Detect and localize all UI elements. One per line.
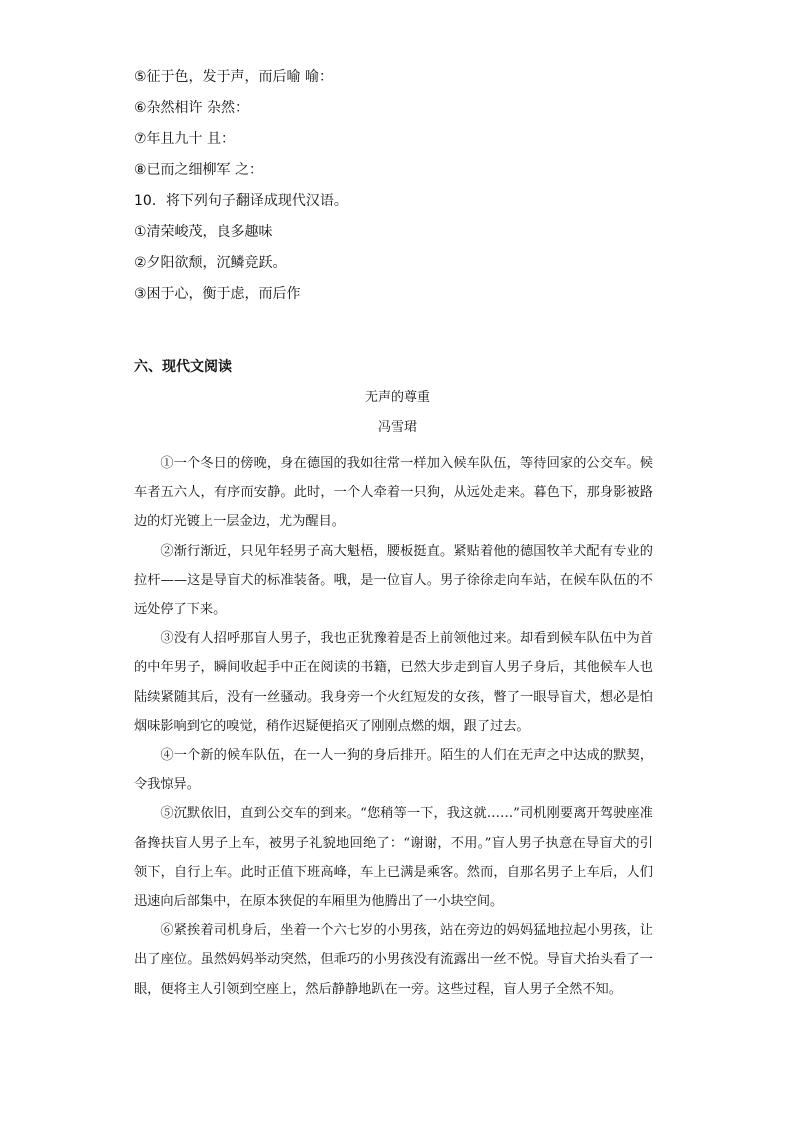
question-item: ⑥杂然相许 杂然：	[134, 100, 250, 116]
article-paragraph: ⑤沉默依旧，直到公交车的到来。“您稍等一下，我这就……”司机刚要离开驾驶座准备搀扶盲人男子上车，被男子礼貌地回绝了：“谢谢，不用。”盲人男子执意在导盲犬的引领下，自行上车。此时正值下班高峰，车上已满是乘客。然而，自那名男子上车后，人们迅速向后部集中，在原本狭促的车厢里为他腾出了一小块空间。	[134, 806, 653, 910]
article-paragraph: ③没有人招呼那盲人男子，我也正犹豫着是否上前领他过来。却看到候车队伍中为首的中年男子，瞬间收起手中正在阅读的书籍，已然大步走到盲人男子身后，其他候车人也陆续紧随其后，没有一丝骚动。我身旁一个火红短发的女孩，瞥了一眼导盲犬，想必是怕烟味影响到它的嗅觉，稍作迟疑便掐灭了刚刚点燃的烟，跟了过去。	[134, 631, 653, 734]
question-instruction: 10．将下列句子翻译成现代汉语。	[134, 193, 348, 209]
article-paragraph: ①一个冬日的傍晚，身在德国的我如往常一样加入候车队伍，等待回家的公交车。候车者五六人，有序而安静。此时，一个人牵着一只狗，从远处走来。暮色下，那身影被路边的灯光镀上一层金边，尤为醒目。	[134, 456, 653, 530]
section-heading: 六、现代文阅读	[134, 359, 232, 375]
question-item: ⑦年且九十 且：	[134, 131, 236, 147]
question-item: ⑧已而之细柳军 之：	[134, 162, 264, 178]
question-item: ②夕阳欲颓，沉鳞竞跃。	[134, 255, 287, 271]
article-paragraph: ④一个新的候车队伍，在一人一狗的身后排开。陌生的人们在无声之中达成的默契，令我惊异。	[134, 748, 653, 793]
article-paragraph: ⑥紧挨着司机身后，坐着一个六七岁的小男孩，站在旁边的妈妈猛地拉起小男孩，让出了座位。虽然妈妈举动突然，但乖巧的小男孩没有流露出一丝不悦。导盲犬抬头看了一眼，便将主人引领到空座上，然后静静地趴在一旁。这些过程，盲人男子全然不知。	[134, 923, 653, 997]
article-title: 无声的尊重	[364, 390, 430, 405]
question-item: ①清荣峻茂，良多趣味	[134, 224, 273, 240]
question-item: ③困于心，衡于虑，而后作	[134, 286, 301, 302]
article-paragraph: ②渐行渐近，只见年轻男子高大魁梧，腰板挺直。紧贴着他的德国牧羊犬配有专业的拉杆——这是导盲犬的标准装备。哦，是一位盲人。男子徐徐走向车站，在候车队伍的不远处停了下来。	[134, 543, 653, 618]
article-body	[134, 449, 653, 1004]
article-author: 冯雪珺	[377, 420, 417, 435]
question-item: ⑤征于色，发于声，而后喻 喻：	[134, 69, 334, 85]
